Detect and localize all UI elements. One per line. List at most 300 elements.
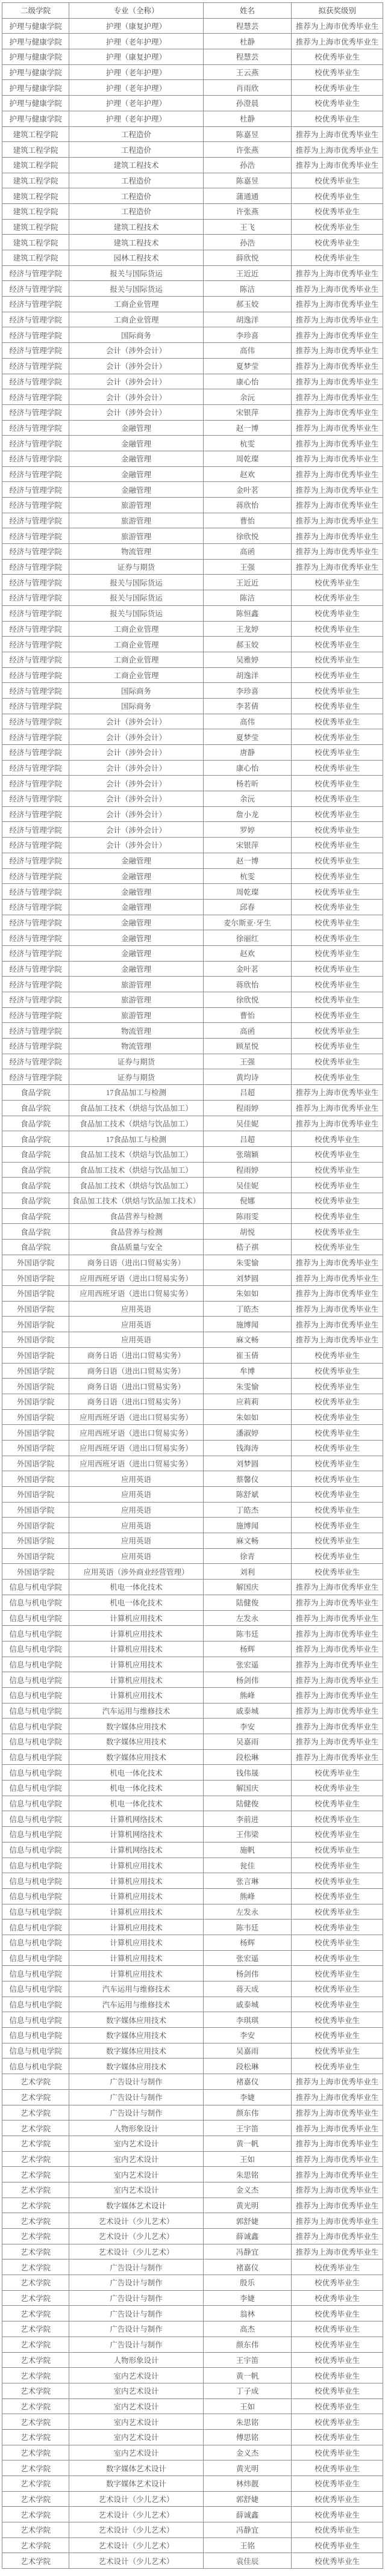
major-cell: 机电一体化技术 (69, 1580, 203, 1595)
college-cell: 食品学院 (2, 1193, 69, 1208)
major-cell: 广告设计与制作 (69, 2321, 203, 2337)
name-cell: 胡逸洋 (203, 667, 292, 683)
award-cell: 校优秀毕业生 (292, 1193, 383, 1208)
table-row (2, 1146, 383, 1162)
award-cell: 校优秀毕业生 (292, 111, 383, 126)
name-cell: 邱春 (203, 899, 292, 915)
award-cell: 推荐为上海市优秀毕业生 (292, 1595, 383, 1610)
name-cell: 熊峰 (203, 1888, 292, 1904)
award-cell: 校优秀毕业生 (292, 2414, 383, 2430)
name-cell: 应莉莉 (203, 1394, 292, 1409)
award-cell: 校优秀毕业生 (292, 2445, 383, 2460)
college-cell: 食品学院 (2, 1085, 69, 1101)
table-row (2, 482, 383, 498)
college-cell: 经济与管理学院 (2, 621, 69, 637)
name-cell: 张宏遥 (203, 1657, 292, 1672)
table-row (2, 544, 383, 560)
name-cell: 孙浩 (203, 157, 292, 173)
name-cell: 赵一博 (203, 420, 292, 436)
table-row (2, 1162, 383, 1178)
college-cell: 经济与管理学院 (2, 930, 69, 946)
name-cell: 王宇笛 (203, 2352, 292, 2368)
major-cell: 会计（涉外会计） (69, 714, 203, 729)
table-row (2, 1765, 383, 1781)
name-cell: 王宇笛 (203, 2120, 292, 2136)
major-cell: 会计（涉外会计） (69, 745, 203, 761)
award-cell: 校优秀毕业生 (292, 2383, 383, 2398)
award-cell: 推荐为上海市优秀毕业生 (292, 1719, 383, 1734)
name-cell: 颜东伟 (203, 2337, 292, 2352)
college-cell: 外国语学院 (2, 1502, 69, 1518)
award-cell: 推荐为上海市优秀毕业生 (292, 18, 383, 34)
major-cell: 计算机应用技术 (69, 1641, 203, 1657)
table-row (2, 219, 383, 235)
college-cell: 外国语学院 (2, 1456, 69, 1471)
award-cell: 推荐为上海市优秀毕业生 (292, 1580, 383, 1595)
award-cell: 校优秀毕业生 (292, 2491, 383, 2507)
major-cell: 工商企业管理 (69, 312, 203, 327)
award-cell: 推荐为上海市优秀毕业生 (292, 2136, 383, 2151)
award-cell: 校优秀毕业生 (292, 1904, 383, 1920)
table-row (2, 1580, 383, 1595)
major-cell: 护理（老年护理） (69, 34, 203, 49)
table-row (2, 729, 383, 745)
award-cell: 校优秀毕业生 (292, 1518, 383, 1533)
name-cell: 李婕 (203, 2290, 292, 2306)
name-cell: 李珍喜 (203, 683, 292, 699)
name-cell: 殷乐 (203, 2275, 292, 2291)
table-row (2, 2229, 383, 2244)
table-row (2, 1533, 383, 1549)
college-cell: 信息与机电学院 (2, 1781, 69, 1796)
major-cell: 会计（涉外会计） (69, 776, 203, 791)
award-cell: 校优秀毕业生 (292, 1827, 383, 1842)
award-cell: 校优秀毕业生 (292, 1425, 383, 1441)
name-cell: 高杰 (203, 2321, 292, 2337)
major-cell: 会计（涉外会计） (69, 822, 203, 838)
name-cell: 陈舒斌 (203, 1487, 292, 1503)
table-row (2, 2522, 383, 2538)
name-cell: 左发永 (203, 1610, 292, 1626)
name-cell: 徐欣悦 (203, 992, 292, 1008)
award-cell: 校优秀毕业生 (292, 1131, 383, 1147)
name-cell: 丁皓杰 (203, 1502, 292, 1518)
major-cell: 食品质量与安全 (69, 1240, 203, 1255)
major-cell: 数字媒体艺术设计 (69, 2460, 203, 2476)
college-cell: 艺术学院 (2, 2105, 69, 2120)
major-cell: 会计（涉外会计） (69, 760, 203, 776)
college-cell: 食品学院 (2, 1208, 69, 1224)
name-cell: 郝玉姣 (203, 637, 292, 652)
award-cell: 校优秀毕业生 (292, 992, 383, 1008)
award-cell: 推荐为上海市优秀毕业生 (292, 389, 383, 405)
college-cell: 经济与管理学院 (2, 637, 69, 652)
name-cell: 徐欣悦 (203, 528, 292, 544)
award-cell: 校优秀毕业生 (292, 915, 383, 930)
major-cell: 食品加工技术（烘焙与饮品加工） (69, 1162, 203, 1178)
college-cell: 护理与健康学院 (2, 96, 69, 111)
name-cell: 丁子成 (203, 2383, 292, 2398)
college-cell: 经济与管理学院 (2, 745, 69, 761)
table-row (2, 1255, 383, 1270)
college-cell: 经济与管理学院 (2, 559, 69, 575)
major-cell: 数字媒体应用技术 (69, 2059, 203, 2074)
award-cell: 推荐为上海市优秀毕业生 (292, 142, 383, 158)
name-cell: 施帆 (203, 1842, 292, 1858)
table-row (2, 2491, 383, 2507)
award-table (2, 2, 383, 2569)
table-row (2, 49, 383, 65)
name-cell: 杭雯 (203, 436, 292, 451)
college-cell: 建筑工程学院 (2, 250, 69, 266)
name-cell: 罗婷 (203, 822, 292, 838)
award-cell: 校优秀毕业生 (292, 203, 383, 219)
table-row (2, 2167, 383, 2182)
college-cell: 信息与机电学院 (2, 1580, 69, 1595)
name-cell: 杨剑伟 (203, 1966, 292, 1981)
major-cell: 人物形象设计 (69, 2120, 203, 2136)
name-cell: 王近近 (203, 575, 292, 590)
major-cell: 广告设计与制作 (69, 2259, 203, 2275)
major-cell: 工商企业管理 (69, 621, 203, 637)
major-cell: 物流管理 (69, 544, 203, 560)
major-cell: 艺术设计（少儿艺术） (69, 2553, 203, 2569)
college-cell: 经济与管理学院 (2, 343, 69, 359)
college-cell: 食品学院 (2, 1116, 69, 1131)
major-cell: 应用英语 (69, 1471, 203, 1487)
table-row (2, 1270, 383, 1286)
college-cell: 经济与管理学院 (2, 776, 69, 791)
college-cell: 经济与管理学院 (2, 544, 69, 560)
name-cell: 张言琳 (203, 1873, 292, 1889)
major-cell: 国际商务 (69, 698, 203, 714)
award-cell: 校优秀毕业生 (292, 1069, 383, 1085)
name-cell: 高函 (203, 1023, 292, 1039)
major-cell: 工程造价 (69, 126, 203, 142)
table-row (2, 1116, 383, 1131)
table-row (2, 992, 383, 1008)
college-cell: 建筑工程学院 (2, 157, 69, 173)
name-cell: 陆健俊 (203, 1595, 292, 1610)
college-cell: 食品学院 (2, 1162, 69, 1178)
table-row (2, 2460, 383, 2476)
major-cell: 机电一体化技术 (69, 1796, 203, 1811)
name-cell: 刘梦圆 (203, 1456, 292, 1471)
name-cell: 翁林 (203, 2306, 292, 2321)
award-cell: 校优秀毕业生 (292, 1471, 383, 1487)
college-cell: 食品学院 (2, 1224, 69, 1240)
table-row (2, 2507, 383, 2522)
header-major: 专业（全称） (69, 3, 203, 19)
major-cell: 旅游管理 (69, 977, 203, 992)
table-row (2, 312, 383, 327)
name-cell: 杨剑伟 (203, 1672, 292, 1688)
name-cell: 解国庆 (203, 1580, 292, 1595)
major-cell: 金融管理 (69, 884, 203, 900)
college-cell: 信息与机电学院 (2, 1920, 69, 1935)
award-cell: 校优秀毕业生 (292, 652, 383, 667)
award-cell: 校优秀毕业生 (292, 1888, 383, 1904)
name-cell: 赵欢 (203, 466, 292, 482)
award-cell: 推荐为上海市优秀毕业生 (292, 327, 383, 343)
major-cell: 计算机应用技术 (69, 1873, 203, 1889)
major-cell: 应用英语 (69, 1487, 203, 1503)
award-cell: 推荐为上海市优秀毕业生 (292, 559, 383, 575)
major-cell: 护理（老年护理） (69, 80, 203, 96)
major-cell: 室内艺术设计 (69, 2167, 203, 2182)
award-cell: 校优秀毕业生 (292, 1208, 383, 1224)
table-row (2, 2383, 383, 2398)
college-cell: 艺术学院 (2, 2089, 69, 2105)
name-cell: 钱海涛 (203, 1440, 292, 1456)
award-cell: 推荐为上海市优秀毕业生 (292, 528, 383, 544)
name-cell: 朱雯愉 (203, 1255, 292, 1270)
college-cell: 经济与管理学院 (2, 1007, 69, 1023)
table-row (2, 2306, 383, 2321)
award-cell: 推荐为上海市优秀毕业生 (292, 1100, 383, 1116)
college-cell: 经济与管理学院 (2, 915, 69, 930)
table-row (2, 513, 383, 528)
award-cell: 校优秀毕业生 (292, 1240, 383, 1255)
table-body (2, 18, 383, 2568)
award-cell: 推荐为上海市优秀毕业生 (292, 1657, 383, 1672)
name-cell: 余沅 (203, 389, 292, 405)
major-cell: 金融管理 (69, 466, 203, 482)
name-cell: 陈恒鑫 (203, 605, 292, 621)
table-row (2, 1332, 383, 1348)
award-cell: 校优秀毕业生 (292, 575, 383, 590)
table-row (2, 1518, 383, 1533)
table-row (2, 126, 383, 142)
award-cell: 校优秀毕业生 (292, 1456, 383, 1471)
major-cell: 应用西班牙语（进出口贸易实务） (69, 1286, 203, 1302)
award-cell: 推荐为上海市优秀毕业生 (292, 1703, 383, 1719)
award-cell: 校优秀毕业生 (292, 2012, 383, 2028)
college-cell: 信息与机电学院 (2, 1641, 69, 1657)
college-cell: 信息与机电学院 (2, 1796, 69, 1811)
name-cell: 蒲通通 (203, 188, 292, 204)
college-cell: 艺术学院 (2, 2537, 69, 2553)
table-row (2, 884, 383, 900)
name-cell: 胡逸洋 (203, 312, 292, 327)
name-cell: 陈韦廷 (203, 1626, 292, 1642)
major-cell: 护理（康复护理） (69, 49, 203, 65)
college-cell: 外国语学院 (2, 1487, 69, 1503)
table-row (2, 637, 383, 652)
college-cell: 经济与管理学院 (2, 977, 69, 992)
college-cell: 外国语学院 (2, 1425, 69, 1441)
college-cell: 经济与管理学院 (2, 1039, 69, 1054)
major-cell: 室内艺术设计 (69, 2151, 203, 2167)
major-cell: 工程造价 (69, 142, 203, 158)
major-cell: 艺术设计（少儿艺术） (69, 2229, 203, 2244)
name-cell: 陈雨雯 (203, 1208, 292, 1224)
college-cell: 艺术学院 (2, 2213, 69, 2229)
major-cell: 室内艺术设计 (69, 2414, 203, 2430)
name-cell: 许张燕 (203, 203, 292, 219)
award-cell: 推荐为上海市优秀毕业生 (292, 157, 383, 173)
college-cell: 外国语学院 (2, 1471, 69, 1487)
table-row (2, 2182, 383, 2198)
table-row (2, 961, 383, 977)
college-cell: 艺术学院 (2, 2306, 69, 2321)
name-cell: 肖雨欣 (203, 80, 292, 96)
table-row (2, 188, 383, 204)
name-cell: 朱如如 (203, 1286, 292, 1302)
college-cell: 外国语学院 (2, 1518, 69, 1533)
major-cell: 会计（涉外会计） (69, 343, 203, 359)
table-row (2, 203, 383, 219)
award-cell: 推荐为上海市优秀毕业生 (292, 2105, 383, 2120)
table-row (2, 235, 383, 250)
college-cell: 外国语学院 (2, 1394, 69, 1409)
college-cell: 外国语学院 (2, 1564, 69, 1580)
major-cell: 应用英语 (69, 1518, 203, 1533)
name-cell: 金义杰 (203, 2182, 292, 2198)
major-cell: 会计（涉外会计） (69, 729, 203, 745)
name-cell: 程雨婷 (203, 1162, 292, 1178)
college-cell: 艺术学院 (2, 2151, 69, 2167)
college-cell: 信息与机电学院 (2, 1873, 69, 1889)
major-cell: 计算机应用技术 (69, 1657, 203, 1672)
table-row (2, 1286, 383, 1302)
name-cell: 程慧芸 (203, 18, 292, 34)
name-cell: 颜东伟 (203, 2105, 292, 2120)
name-cell: 李婕 (203, 2089, 292, 2105)
award-cell: 校优秀毕业生 (292, 1409, 383, 1425)
table-row (2, 2136, 383, 2151)
table-row (2, 760, 383, 776)
award-cell: 推荐为上海市优秀毕业生 (292, 1749, 383, 1765)
college-cell: 信息与机电学院 (2, 2059, 69, 2074)
name-cell: 戚泰城 (203, 1703, 292, 1719)
name-cell: 赵一博 (203, 853, 292, 868)
major-cell: 计算机应用技术 (69, 1626, 203, 1642)
table-row (2, 652, 383, 667)
college-cell: 经济与管理学院 (2, 884, 69, 900)
name-cell: 程慧芸 (203, 49, 292, 65)
table-row (2, 2537, 383, 2553)
table-row (2, 714, 383, 729)
major-cell: 国际商务 (69, 683, 203, 699)
table-row (2, 1409, 383, 1425)
award-cell: 推荐为上海市优秀毕业生 (292, 265, 383, 281)
name-cell: 赵欢 (203, 945, 292, 961)
table-row (2, 1471, 383, 1487)
college-cell: 信息与机电学院 (2, 1610, 69, 1626)
college-cell: 经济与管理学院 (2, 265, 69, 281)
college-cell: 食品学院 (2, 1240, 69, 1255)
college-cell: 艺术学院 (2, 2337, 69, 2352)
table-row (2, 590, 383, 606)
major-cell: 建筑工程技术 (69, 219, 203, 235)
table-row (2, 420, 383, 436)
college-cell: 经济与管理学院 (2, 575, 69, 590)
major-cell: 工程造价 (69, 203, 203, 219)
name-cell: 周乾璨 (203, 884, 292, 900)
name-cell: 曹怡 (203, 513, 292, 528)
table-header (2, 3, 383, 19)
table-row (2, 2553, 383, 2569)
major-cell: 应用英语 (69, 1533, 203, 1549)
table-row (2, 1178, 383, 1193)
name-cell: 杜静 (203, 111, 292, 126)
table-row (2, 1564, 383, 1580)
header-college: 二级学院 (2, 3, 69, 19)
table-row (2, 621, 383, 637)
table-row (2, 1981, 383, 1997)
name-cell: 蒋欣怡 (203, 977, 292, 992)
name-cell: 吴嘉雨 (203, 1734, 292, 1750)
college-cell: 艺术学院 (2, 2429, 69, 2445)
table-row (2, 2059, 383, 2074)
award-cell: 校优秀毕业生 (292, 1054, 383, 1069)
table-row (2, 791, 383, 807)
major-cell: 数字媒体应用技术 (69, 2028, 203, 2043)
college-cell: 外国语学院 (2, 1255, 69, 1270)
college-cell: 信息与机电学院 (2, 1997, 69, 2012)
major-cell: 计算机应用技术 (69, 1904, 203, 1920)
college-cell: 艺术学院 (2, 2244, 69, 2259)
college-cell: 信息与机电学院 (2, 1734, 69, 1750)
award-cell: 校优秀毕业生 (292, 791, 383, 807)
college-cell: 艺术学院 (2, 2398, 69, 2414)
college-cell: 艺术学院 (2, 2476, 69, 2492)
college-cell: 经济与管理学院 (2, 482, 69, 498)
name-cell: 吴嘉雨 (203, 2043, 292, 2059)
name-cell: 王强 (203, 559, 292, 575)
major-cell: 计算机应用技术 (69, 1672, 203, 1688)
award-cell: 校优秀毕业生 (292, 80, 383, 96)
table-row (2, 1379, 383, 1394)
award-cell: 校优秀毕业生 (292, 2398, 383, 2414)
name-cell: 王飞 (203, 219, 292, 235)
major-cell: 室内艺术设计 (69, 2398, 203, 2414)
major-cell: 计算机网络技术 (69, 1811, 203, 1827)
table-row (2, 1240, 383, 1255)
table-row (2, 2012, 383, 2028)
table-row (2, 404, 383, 420)
major-cell: 工商企业管理 (69, 297, 203, 312)
table-row (2, 1997, 383, 2012)
major-cell: 计算机应用技术 (69, 1966, 203, 1981)
award-cell: 校优秀毕业生 (292, 1440, 383, 1456)
award-cell: 校优秀毕业生 (292, 250, 383, 266)
college-cell: 艺术学院 (2, 2198, 69, 2213)
major-cell: 报关与国际货运 (69, 265, 203, 281)
college-cell: 经济与管理学院 (2, 1054, 69, 1069)
table-row (2, 343, 383, 359)
name-cell: 杜静 (203, 34, 292, 49)
table-row (2, 2074, 383, 2090)
table-row (2, 451, 383, 466)
major-cell: 旅游管理 (69, 498, 203, 513)
college-cell: 艺术学院 (2, 2321, 69, 2337)
college-cell: 经济与管理学院 (2, 389, 69, 405)
table-row (2, 1657, 383, 1672)
award-cell: 推荐为上海市优秀毕业生 (292, 1286, 383, 1302)
name-cell: 薛诚鑫 (203, 2229, 292, 2244)
name-cell: 丁皓杰 (203, 1301, 292, 1317)
award-cell: 校优秀毕业生 (292, 1548, 383, 1564)
award-cell: 推荐为上海市优秀毕业生 (292, 2151, 383, 2167)
major-cell: 建筑工程技术 (69, 157, 203, 173)
college-cell: 建筑工程学院 (2, 126, 69, 142)
table-row (2, 1966, 383, 1981)
table-row (2, 1734, 383, 1750)
name-cell: 刘梦圆 (203, 1270, 292, 1286)
major-cell: 室内艺术设计 (69, 2136, 203, 2151)
